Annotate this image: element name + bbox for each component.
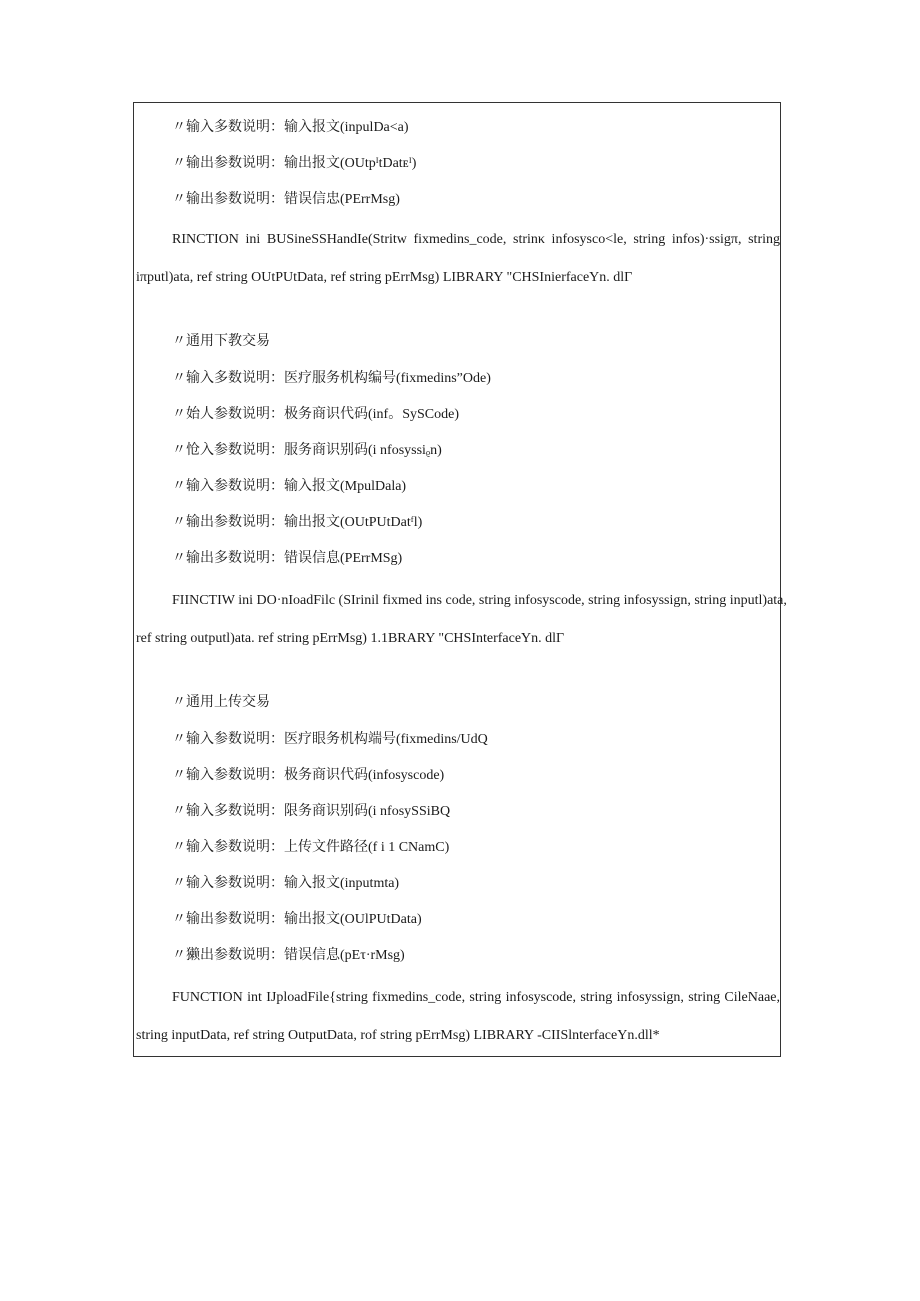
- comment-line: 〃输入参数说明：输入报文(inputmta): [172, 876, 400, 891]
- comment-line: 〃输出多数说明：错误信息(PErrMSg): [172, 551, 403, 566]
- function-signature-line: ref string outputl)ata. ref string pErrMsg) 1.1BRARY "CHSInterfaceYn. dlΓ: [136, 631, 565, 646]
- comment-line: 〃獭出参数说明：错误信息(pEτ·rMsg): [172, 948, 405, 963]
- function-signature-line: FIINCTIW ini DO·nIoadFilc (SIrinil fixmed ins code, string infosyscode, string infosyssign, string inputl)ata,: [172, 593, 787, 608]
- section-heading: 〃通用下教交易: [172, 334, 270, 349]
- comment-line: 〃输出参数说明：输出报文(OUtpᴵtDatᴇᴵ): [172, 156, 417, 171]
- comment-line: 〃怆入参数说明：服务商识别码(i nfosyssiᵨn): [172, 443, 442, 458]
- comment-line: 〃输入参数说明：医疗眼务机构端号(fixmedins/UdQ: [172, 732, 488, 747]
- document-frame: [133, 102, 787, 1057]
- comment-line: 〃输入多数说明：限务商识别码(i nfosySSiBQ: [172, 804, 451, 819]
- function-signature-line: string inputData, ref string OutputData, rof string pErrMsg) LIBRARY -CIISlnterfaceYn.dll*: [136, 1028, 660, 1043]
- comment-line: 〃输入参数说明：极务商识代码(infosyscode): [172, 768, 445, 783]
- comment-line: 〃输出参数说明：错误信忠(PErrMsg): [172, 192, 400, 207]
- comment-line: 〃输出参数说明：输出报文(OUtPUtDatᶠl): [172, 515, 423, 530]
- comment-line: 〃输入多数说明：医疗服务机构编号(fixmedins”Ode): [172, 371, 491, 386]
- function-signature-line: iπputl)ata, ref string OUtPUtData, ref string pErrMsg) LIBRARY "CHSInierfaceYn. dlΓ: [136, 270, 633, 285]
- comment-line: 〃输入多数说明：输入报文(inpulDa<a): [172, 120, 409, 135]
- comment-line: 〃输入参数说明：输入报文(MpulDala): [172, 479, 407, 494]
- function-signature-line: RINCTION ini BUSineSSHandIe(Stritw fixmedins_code, strinκ infosysco<le, string infos)·ssigπ, string: [172, 232, 780, 247]
- comment-line: 〃输出参数说明：输出报文(OUlPUtData): [172, 912, 422, 927]
- function-signature-line: FUNCTION int IJploadFile{string fixmedins_code, string infosyscode, string infosyssign, string CileNaae,: [172, 990, 780, 1005]
- comment-line: 〃输入参数说明：上传文件路径(f i 1 CNamC): [172, 840, 450, 855]
- comment-line: 〃始人参数说明：极务商识代码(inf。SySCode): [172, 407, 459, 422]
- section-heading: 〃通用上传交易: [172, 695, 270, 710]
